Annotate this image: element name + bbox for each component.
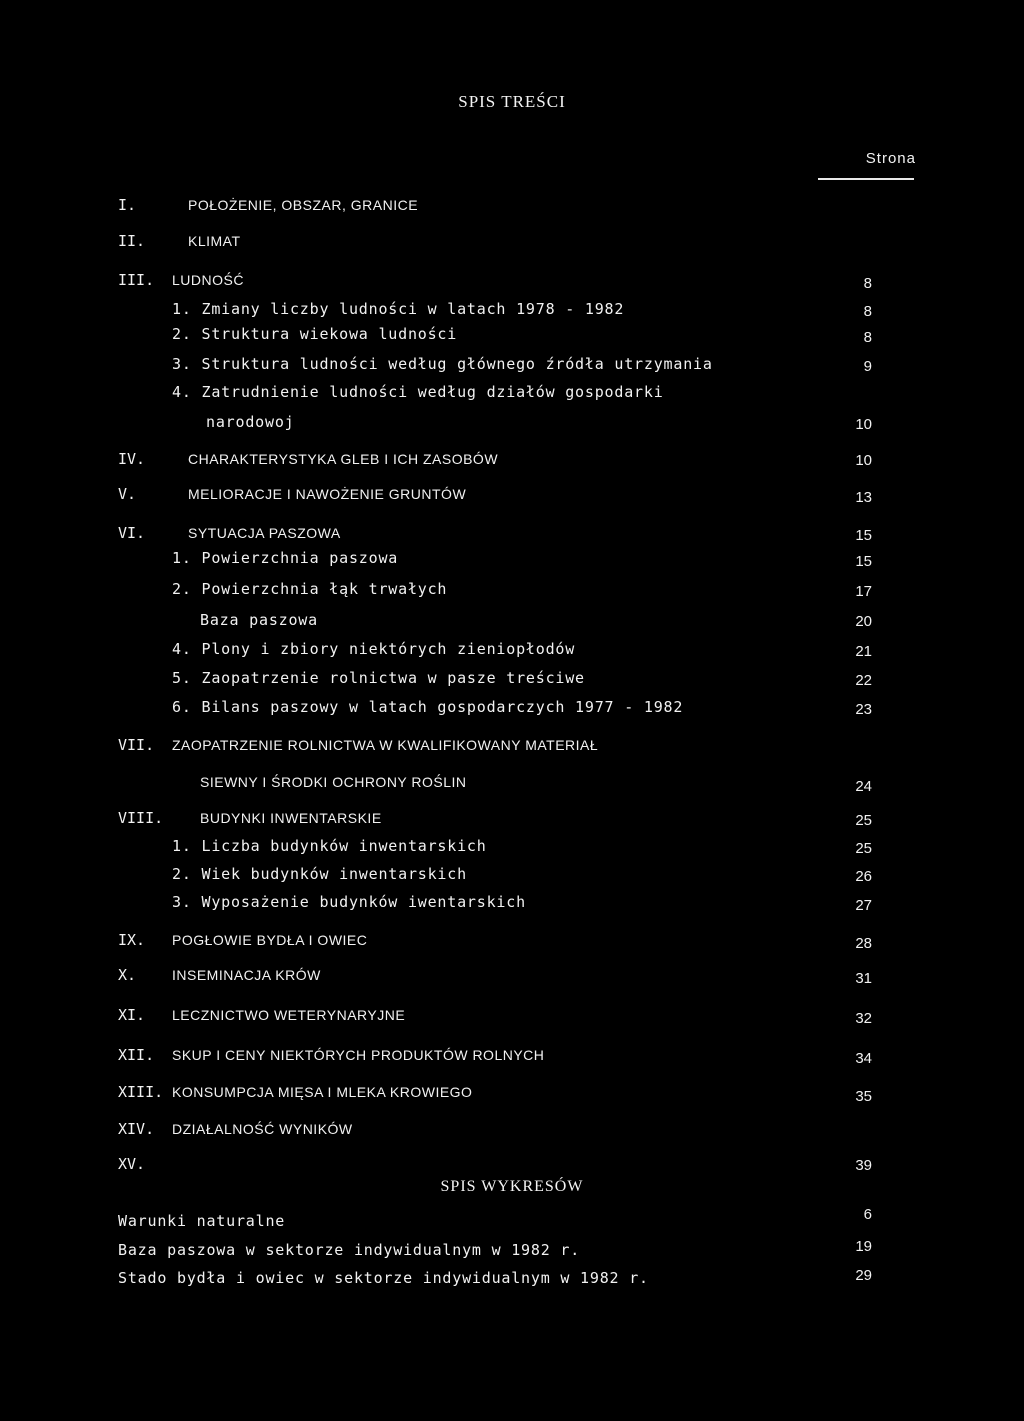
chapter-title: POŁOŻENIE, OBSZAR, GRANICE: [188, 197, 419, 213]
chapter-number: XIV.: [118, 1120, 155, 1138]
chart-entry-text: Baza paszowa w sektorze indywidualnym w 1982 r.: [118, 1241, 581, 1259]
chapter-page: 13: [855, 489, 872, 506]
chart-entry-text: Warunki naturalne: [118, 1212, 286, 1230]
toc-item[interactable]: [0, 695, 1024, 719]
item-page: 25: [855, 840, 872, 857]
toc-chapter[interactable]: [0, 229, 1024, 253]
item-page: 24: [855, 778, 872, 795]
item-page: 17: [855, 583, 872, 600]
item-page: 23: [855, 701, 872, 718]
toc-chapter[interactable]: [0, 521, 1024, 545]
toc-item[interactable]: [0, 322, 1024, 346]
item-page: 27: [855, 897, 872, 914]
toc-chapter[interactable]: [0, 1152, 1024, 1176]
chapter-number: XIII.: [118, 1083, 164, 1101]
chapter-number: IX.: [118, 931, 146, 949]
page-column-label: Strona: [865, 150, 916, 167]
chapter-title: LUDNOŚĆ: [172, 272, 244, 288]
chapter-title: ZAOPATRZENIE ROLNICTWA W KWALIFIKOWANY MATERIAŁ: [172, 737, 599, 753]
chart-entry[interactable]: [0, 1206, 1024, 1233]
page-column-underline: [818, 178, 914, 180]
toc-chapter[interactable]: [0, 1117, 1024, 1141]
chapter-title: LECZNICTWO WETERYNARYJNE: [172, 1007, 406, 1023]
toc-chapter[interactable]: [0, 928, 1024, 952]
toc-item[interactable]: [0, 637, 1024, 661]
chapter-page: 15: [855, 527, 872, 544]
chapter-page: 25: [855, 812, 872, 829]
item-text: 4. Zatrudnienie ludności według działów gospodarki: [172, 383, 664, 401]
chapter-number: VII.: [118, 736, 155, 754]
item-text: 1. Powierzchnia paszowa: [172, 549, 399, 567]
item-text: 2. Powierzchnia łąk trwałych: [172, 580, 448, 598]
chapter-number: III.: [118, 271, 155, 289]
toc-item[interactable]: [0, 890, 1024, 914]
item-text: 2. Wiek budynków inwentarskich: [172, 865, 467, 883]
chapter-page: 32: [855, 1010, 872, 1027]
item-text: 1. Zmiany liczby ludności w latach 1978 - 1982: [172, 300, 625, 318]
chapter-title: BUDYNKI INWENTARSKIE: [200, 810, 382, 826]
page-title: SPIS TREŚCI: [458, 92, 566, 111]
toc-item[interactable]: [0, 380, 1024, 404]
toc-item[interactable]: [0, 352, 1024, 376]
chapter-page: 31: [855, 970, 872, 987]
item-text: Baza paszowa: [200, 611, 318, 629]
chart-entry[interactable]: [0, 1238, 1024, 1262]
chapter-number: II.: [118, 232, 146, 250]
toc-item[interactable]: [0, 862, 1024, 886]
item-text: 5. Zaopatrzenie rolnictwa w pasze treściwe: [172, 669, 585, 687]
chapter-number: VIII.: [118, 809, 164, 827]
item-page: 26: [855, 868, 872, 885]
toc-chapter[interactable]: [0, 733, 1024, 757]
toc-chapter[interactable]: [0, 806, 1024, 830]
toc-chapter[interactable]: [0, 963, 1024, 987]
toc-chapter[interactable]: [0, 482, 1024, 506]
chapter-title: POGŁOWIE BYDŁA I OWIEC: [172, 932, 368, 948]
chapter-page: 39: [855, 1157, 872, 1174]
chapter-title: SKUP I CENY NIEKTÓRYCH PRODUKTÓW ROLNYCH: [172, 1047, 545, 1063]
chapter-title: INSEMINACJA KRÓW: [172, 967, 321, 983]
chart-entry-page: 29: [855, 1267, 872, 1284]
chapter-number: V.: [118, 485, 137, 503]
chapter-title: KLIMAT: [188, 233, 241, 249]
toc-item[interactable]: [0, 770, 1024, 794]
charts-list-title: SPIS WYKRESÓW: [440, 1178, 584, 1195]
chapter-number: XV.: [118, 1155, 146, 1173]
chapter-number: IV.: [118, 450, 146, 468]
chart-entry[interactable]: [0, 1266, 1024, 1290]
chapter-page: 35: [855, 1088, 872, 1105]
chapter-number: XI.: [118, 1006, 146, 1024]
item-page: 22: [855, 672, 872, 689]
chapter-page: 10: [855, 452, 872, 469]
toc-item[interactable]: [0, 666, 1024, 690]
toc-item[interactable]: [0, 834, 1024, 858]
item-page: 21: [855, 643, 872, 660]
toc-chapter[interactable]: [0, 193, 1024, 217]
item-text: 4. Plony i zbiory niektórych zieniopłodów: [172, 640, 576, 658]
item-text: SIEWNY I ŚRODKI OCHRONY ROŚLIN: [200, 774, 467, 790]
item-page: 20: [855, 613, 872, 630]
toc-chapter[interactable]: [0, 268, 1024, 292]
chart-entry-page: 6: [863, 1206, 872, 1223]
toc-chapter[interactable]: [0, 1003, 1024, 1027]
toc-item[interactable]: [0, 577, 1024, 601]
item-text: narodowoj: [206, 413, 295, 431]
chapter-page: 34: [855, 1050, 872, 1067]
item-text: 6. Bilans paszowy w latach gospodarczych 1977 - 1982: [172, 698, 684, 716]
chapter-number: X.: [118, 966, 137, 984]
toc-chapter[interactable]: [0, 1080, 1024, 1104]
item-page: 15: [855, 553, 872, 570]
item-text: 1. Liczba budynków inwentarskich: [172, 837, 487, 855]
chapter-page: 28: [855, 935, 872, 952]
toc-item[interactable]: [0, 608, 1024, 632]
chart-entry-text: Stado bydła i owiec w sektorze indywidualnym w 1982 r.: [118, 1269, 649, 1287]
chapter-number: I.: [118, 196, 137, 214]
toc-item[interactable]: [0, 546, 1024, 570]
item-text: 3. Wyposażenie budynków iwentarskich: [172, 893, 526, 911]
chart-entry-page: 19: [855, 1238, 872, 1255]
chapter-number: VI.: [118, 524, 146, 542]
chapter-page: 8: [863, 275, 872, 292]
chapter-number: XII.: [118, 1046, 155, 1064]
toc-chapter[interactable]: [0, 1043, 1024, 1067]
chapter-title: DZIAŁALNOŚĆ WYNIKÓW: [172, 1121, 353, 1137]
chapter-title: MELIORACJE I NAWOŻENIE GRUNTÓW: [188, 486, 467, 502]
toc-item[interactable]: [0, 297, 1024, 321]
item-page: 8: [863, 329, 872, 346]
chapter-title: KONSUMPCJA MIĘSA I MLEKA KROWIEGO: [172, 1084, 473, 1100]
chapter-title: CHARAKTERYSTYKA GLEB I ICH ZASOBÓW: [188, 451, 499, 467]
chapter-title: SYTUACJA PASZOWA: [188, 525, 341, 541]
item-page: 8: [863, 303, 872, 320]
item-page: 10: [855, 416, 872, 433]
item-text: 2. Struktura wiekowa ludności: [172, 325, 458, 343]
item-text: 3. Struktura ludności według głównego źródła utrzymania: [172, 355, 713, 373]
item-page: 9: [863, 358, 872, 375]
toc-item[interactable]: [0, 410, 1024, 434]
toc-chapter[interactable]: [0, 447, 1024, 471]
